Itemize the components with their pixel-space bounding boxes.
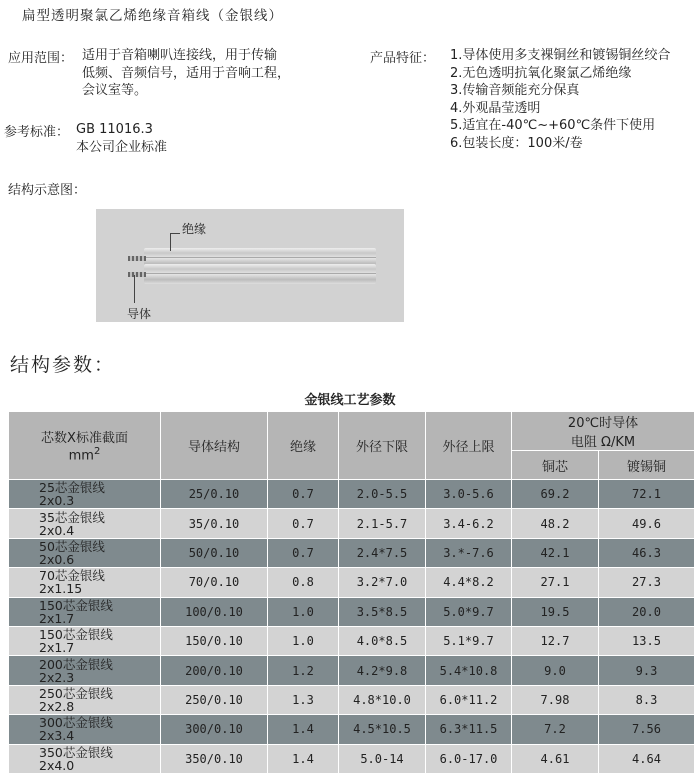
cell-structure: 70/0.10 [161, 568, 268, 597]
cell-od-max: 4.4*8.2 [426, 568, 512, 597]
table-caption: 金银线工艺参数 [304, 393, 396, 408]
cell-structure: 150/0.10 [161, 626, 268, 655]
cell-od-min: 3.2*7.0 [339, 568, 426, 597]
section-title: 结构参数： [10, 354, 116, 376]
cell-copper: 7.2 [512, 715, 599, 744]
cell-copper: 4.61 [512, 744, 599, 773]
feature-item: 3.传输音频能充分保真 [450, 83, 580, 98]
conductor-label: 导体 [127, 307, 152, 321]
cable-name: 250芯金银线 [39, 685, 113, 701]
header-insulation: 绝缘 [268, 412, 339, 480]
cable-spec: 2x2.8 [39, 698, 75, 714]
cable-spec: 2x0.4 [39, 522, 75, 538]
cell-od-max: 6.3*11.5 [426, 715, 512, 744]
header-od-max: 外径上限 [426, 412, 512, 480]
cell-od-max: 6.0-17.0 [426, 744, 512, 773]
cell-copper: 19.5 [512, 597, 599, 626]
cable-name: 50芯金银线 [39, 538, 105, 554]
cell-insulation: 1.2 [268, 656, 339, 685]
features-list [450, 47, 670, 152]
table-row [9, 715, 695, 744]
feature-item: 2.无色透明抗氧化聚氯乙烯绝缘 [450, 65, 632, 81]
header-spec [9, 412, 161, 480]
insulation-label: 绝缘 [182, 222, 207, 236]
insulation-leader-tick [170, 233, 180, 234]
application-text [82, 47, 290, 100]
application-line: 适用于音箱喇叭连接线，用于传输 [82, 48, 278, 63]
header-od-min: 外径下限 [339, 412, 426, 480]
cell-copper: 12.7 [512, 626, 599, 655]
cable-spec: 2x0.3 [39, 493, 75, 509]
cell-insulation: 0.8 [268, 568, 339, 597]
cell-structure: 250/0.10 [161, 685, 268, 714]
cell-structure: 300/0.10 [161, 715, 268, 744]
cell-insulation: 0.7 [268, 538, 339, 567]
header-copper: 铜芯 [512, 451, 599, 480]
cell-insulation: 1.4 [268, 715, 339, 744]
table-row [9, 509, 695, 538]
cable-name: 300芯金银线 [39, 715, 113, 731]
conductor-leader-line [134, 275, 135, 303]
cell-copper: 69.2 [512, 480, 599, 509]
cell-copper: 27.1 [512, 568, 599, 597]
cell-copper: 42.1 [512, 538, 599, 567]
cell-insulation: 1.4 [268, 744, 339, 773]
unit-superscript: 2 [93, 446, 101, 458]
cell-od-min: 4.8*10.0 [339, 685, 426, 714]
cell-insulation: 1.3 [268, 685, 339, 714]
cable-name: 200芯金银线 [39, 656, 113, 672]
cell-spec [9, 597, 161, 626]
table-row [9, 685, 695, 714]
cable-spec: 2x2.3 [39, 669, 75, 685]
cell-od-min: 3.5*8.5 [339, 597, 426, 626]
conductor-wire-bottom [128, 272, 146, 277]
feature-item: 1.导体使用多支裸铜丝和镀锡铜丝绞合 [450, 48, 671, 63]
cell-insulation: 0.7 [268, 480, 339, 509]
cable-name: 150芯金银线 [39, 627, 113, 643]
cable-name: 25芯金银线 [39, 480, 105, 496]
cable-name: 150芯金银线 [39, 597, 113, 613]
feature-item: 4.外观晶莹透明 [450, 100, 541, 116]
cell-tinned: 49.6 [599, 509, 695, 538]
insulation-leader-line [170, 233, 171, 251]
standard-text [76, 121, 167, 156]
cell-od-max: 5.1*9.7 [426, 626, 512, 655]
feature-item: 5.适宜在-40℃~+60℃条件下使用 [450, 118, 656, 133]
cell-od-min: 2.4*7.5 [339, 538, 426, 567]
cell-tinned: 4.64 [599, 744, 695, 773]
unit-text: mm [68, 448, 94, 464]
cable-spec: 2x0.6 [39, 551, 75, 567]
cable-name: 70芯金银线 [39, 568, 105, 584]
cell-spec [9, 538, 161, 567]
features-label: 产品特征： [370, 51, 436, 66]
table-row [9, 656, 695, 685]
cell-od-min: 2.1-5.7 [339, 509, 426, 538]
cell-structure: 25/0.10 [161, 480, 268, 509]
cell-od-max: 3.4-6.2 [426, 509, 512, 538]
header-structure: 导体结构 [161, 412, 268, 480]
cable-name: 350芯金银线 [39, 744, 113, 760]
cell-od-min: 4.5*10.5 [339, 715, 426, 744]
cell-copper: 48.2 [512, 509, 599, 538]
cell-tinned: 13.5 [599, 626, 695, 655]
cell-od-max: 5.0*9.7 [426, 597, 512, 626]
cell-od-min: 4.2*9.8 [339, 656, 426, 685]
cell-od-max: 5.4*10.8 [426, 656, 512, 685]
cell-od-min: 2.0-5.5 [339, 480, 426, 509]
header-spec-text: 芯数X标准截面 [41, 431, 128, 447]
cell-tinned: 72.1 [599, 480, 695, 509]
cell-tinned: 9.3 [599, 656, 695, 685]
cell-od-max: 6.0*11.2 [426, 685, 512, 714]
cable-insulation-bottom [144, 264, 376, 284]
table-row [9, 626, 695, 655]
cell-structure: 35/0.10 [161, 509, 268, 538]
table-row [9, 480, 695, 509]
cell-copper: 9.0 [512, 656, 599, 685]
standard-line: 本公司企业标准 [76, 139, 168, 155]
cell-insulation: 0.7 [268, 509, 339, 538]
application-line: 会议室等。 [82, 83, 148, 98]
cell-tinned: 27.3 [599, 568, 695, 597]
header-resistance-line1: 20℃时导体 [567, 416, 639, 431]
cell-tinned: 8.3 [599, 685, 695, 714]
application-label: 应用范围： [8, 51, 74, 66]
cell-structure: 100/0.10 [161, 597, 268, 626]
cell-spec [9, 568, 161, 597]
cell-structure: 350/0.10 [161, 744, 268, 773]
cell-structure: 50/0.10 [161, 538, 268, 567]
table-row [9, 597, 695, 626]
cell-spec [9, 509, 161, 538]
conductor-wire-top [128, 256, 146, 261]
feature-item: 6.包装长度：100米/卷 [450, 135, 583, 151]
cell-od-min: 5.0-14 [339, 744, 426, 773]
table-row [9, 538, 695, 567]
cell-structure: 200/0.10 [161, 656, 268, 685]
cell-insulation: 1.0 [268, 626, 339, 655]
cell-od-max: 3.*-7.6 [426, 538, 512, 567]
header-tinned: 镀锡铜 [599, 451, 695, 480]
table-row [9, 744, 695, 773]
cell-od-min: 4.0*8.5 [339, 626, 426, 655]
cell-insulation: 1.0 [268, 597, 339, 626]
parameters-table [8, 411, 695, 774]
cell-spec [9, 744, 161, 773]
table-row [9, 568, 695, 597]
standard-label: 参考标准： [4, 125, 70, 140]
cell-copper: 7.98 [512, 685, 599, 714]
cell-spec [9, 685, 161, 714]
diagram-label: 结构示意图： [8, 183, 87, 198]
standard-line: GB 11016.3 [76, 122, 153, 137]
cable-spec: 2x1.7 [39, 610, 75, 626]
page-title: 扁型透明聚氯乙烯绝缘音箱线（金银线） [22, 8, 283, 24]
header-resistance [512, 412, 695, 451]
cell-spec [9, 626, 161, 655]
cable-name: 35芯金银线 [39, 509, 105, 525]
header-resistance-line2: 电阻 Ω/KM [570, 435, 636, 450]
cell-tinned: 46.3 [599, 538, 695, 567]
cell-spec [9, 480, 161, 509]
cell-od-max: 3.0-5.6 [426, 480, 512, 509]
application-line: 低频、音频信号，适用于音响工程， [82, 65, 291, 81]
cable-spec: 2x4.0 [39, 757, 75, 773]
cell-spec [9, 656, 161, 685]
cell-tinned: 20.0 [599, 597, 695, 626]
cell-tinned: 7.56 [599, 715, 695, 744]
header-spec-unit [9, 446, 160, 463]
cable-diagram [96, 209, 404, 322]
cell-spec [9, 715, 161, 744]
cable-spec: 2x3.4 [39, 728, 75, 744]
cable-spec: 2x1.15 [39, 581, 83, 597]
cable-spec: 2x1.7 [39, 640, 75, 656]
